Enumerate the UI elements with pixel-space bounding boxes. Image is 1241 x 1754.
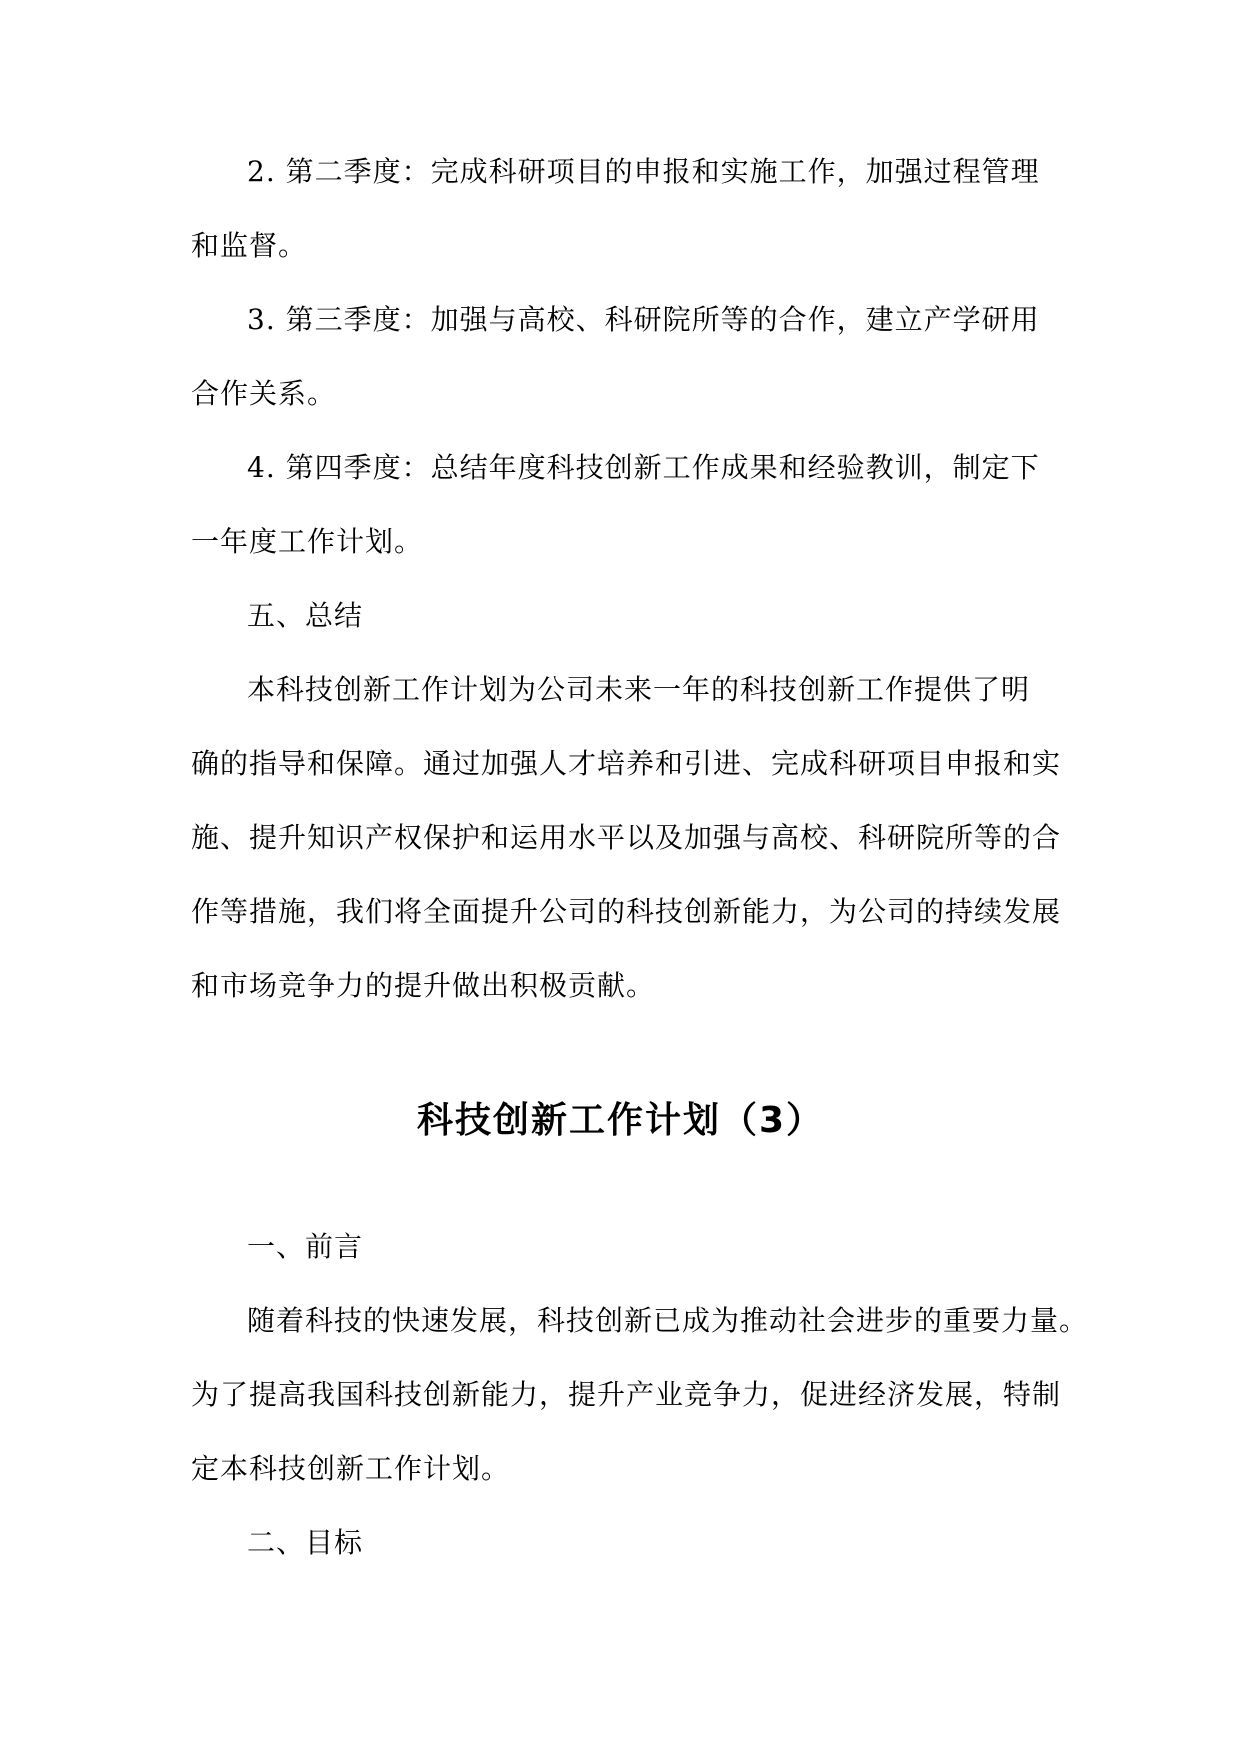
paragraph-line: 确的指导和保障。通过加强人才培养和引进、完成科研项目申报和实 bbox=[191, 747, 1062, 780]
paragraph-line: 随着科技的快速发展，科技创新已成为推动社会进步的重要力量。 bbox=[247, 1304, 1089, 1337]
paragraph-line: 定本科技创新工作计划。 bbox=[191, 1452, 511, 1485]
paragraph-line: 施、提升知识产权保护和运用水平以及加强与高校、科研院所等的合 bbox=[191, 821, 1062, 854]
paragraph-line: 2. 第二季度：完成科研项目的申报和实施工作，加强过程管理 bbox=[247, 155, 1040, 188]
paragraph-line: 作等措施，我们将全面提升公司的科技创新能力，为公司的持续发展 bbox=[191, 895, 1062, 928]
paragraph-line: 和监督。 bbox=[191, 229, 308, 262]
paragraph-line: 4. 第四季度：总结年度科技创新工作成果和经验教训，制定下 bbox=[247, 451, 1040, 484]
paragraph-line: 和市场竞争力的提升做出积极贡献。 bbox=[191, 969, 656, 1002]
paragraph-line: 为了提高我国科技创新能力，提升产业竞争力，促进经济发展，特制 bbox=[191, 1378, 1062, 1411]
section-bottom bbox=[191, 1210, 1089, 1580]
section-heading: 二、目标 bbox=[247, 1526, 364, 1559]
section-top bbox=[191, 135, 1071, 1023]
section-heading: 五、总结 bbox=[247, 599, 364, 632]
paragraph-line: 一年度工作计划。 bbox=[191, 525, 424, 558]
paragraph-line: 合作关系。 bbox=[191, 377, 337, 410]
document-title: 科技创新工作计划（3） bbox=[416, 1100, 825, 1141]
section-heading: 一、前言 bbox=[247, 1230, 364, 1263]
paragraph-line: 3. 第三季度：加强与高校、科研院所等的合作，建立产学研用 bbox=[247, 303, 1040, 336]
paragraph-line: 本科技创新工作计划为公司未来一年的科技创新工作提供了明 bbox=[247, 673, 1031, 706]
